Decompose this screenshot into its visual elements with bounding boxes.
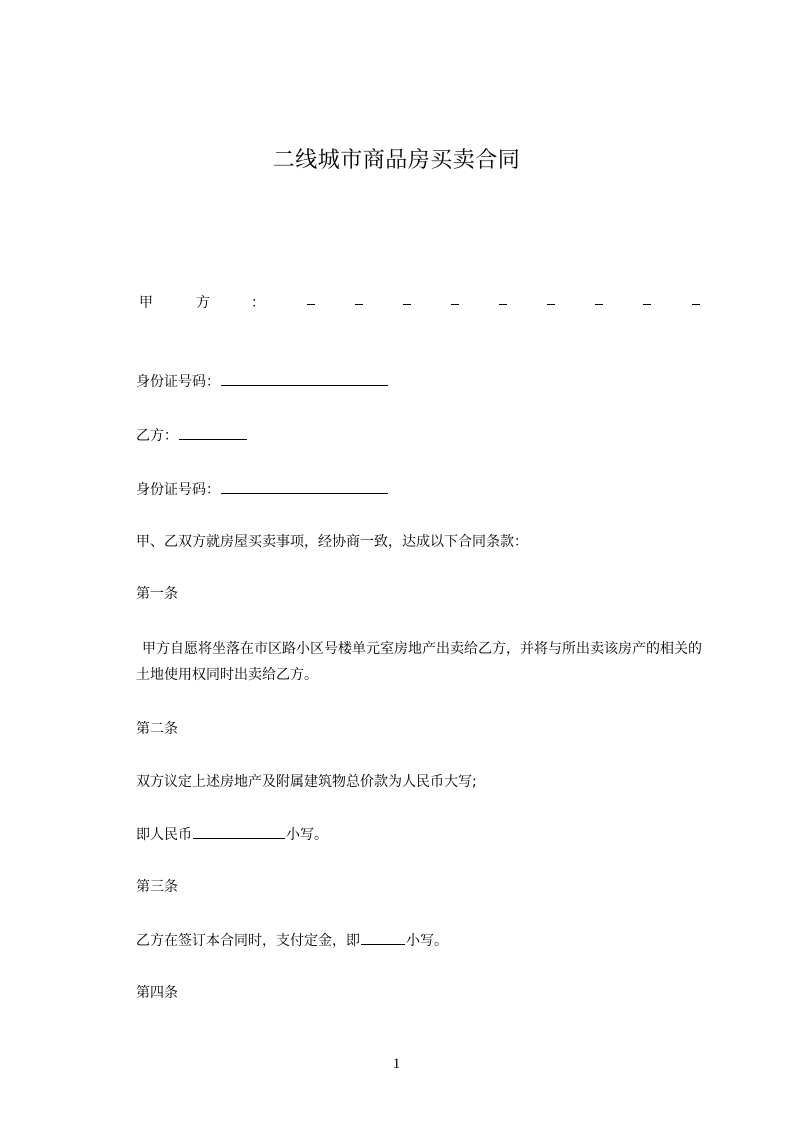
id-number-blank	[221, 371, 388, 386]
contract-title: 二线城市商品房买卖合同	[272, 148, 521, 173]
rmb-line	[136, 824, 328, 845]
article-1-heading: 第一条	[136, 586, 178, 602]
article-3-heading: 第三条	[136, 879, 178, 895]
party-a-blank	[403, 304, 411, 305]
party-a-blank	[643, 304, 651, 305]
party-a-blank	[692, 304, 700, 305]
id-number-line-1	[136, 371, 389, 392]
party-b-blank	[179, 425, 247, 440]
rmb-prefix: 即人民币	[136, 827, 192, 843]
article-1-text: 甲方自愿将坐落在市区路小区号楼单元室房地产出卖给乙方，并将与所出卖该房产的相关的土地使用权同时出卖给乙方。	[136, 641, 702, 683]
article-3-line	[136, 930, 448, 951]
party-a-char-1: 甲	[139, 295, 153, 311]
party-a-blank	[499, 304, 507, 305]
party-a-blank	[595, 304, 603, 305]
id-number-label: 身份证号码：	[136, 374, 220, 390]
rmb-suffix: 小写。	[286, 827, 328, 843]
party-a-char-2: 方	[196, 295, 210, 311]
party-a-blank	[547, 304, 555, 305]
article-3-suffix: 小写。	[406, 933, 448, 949]
intro-line: 甲、乙双方就房屋买卖事项，经协商一致，达成以下合同条款：	[136, 534, 528, 550]
article-2-text: 双方议定上述房地产及附属建筑物总价款为人民币大写;	[136, 774, 477, 790]
party-b-label: 乙方：	[136, 428, 178, 444]
deposit-blank	[361, 930, 405, 945]
party-b-line	[136, 425, 248, 446]
id-number-label: 身份证号码：	[136, 482, 220, 498]
party-a-blank	[451, 304, 459, 305]
article-2-heading: 第二条	[136, 721, 178, 737]
party-a-blank	[355, 304, 363, 305]
party-a-line	[139, 292, 709, 314]
rmb-blank	[193, 824, 285, 839]
party-a-colon: ：	[251, 295, 265, 311]
id-number-line-2	[136, 479, 389, 500]
page-number: 1	[392, 1056, 401, 1072]
article-4-heading: 第四条	[136, 985, 178, 1001]
party-a-blank	[307, 304, 315, 305]
article-3-prefix: 乙方在签订本合同时，支付定金，即	[136, 933, 360, 949]
id-number-blank	[221, 479, 388, 494]
